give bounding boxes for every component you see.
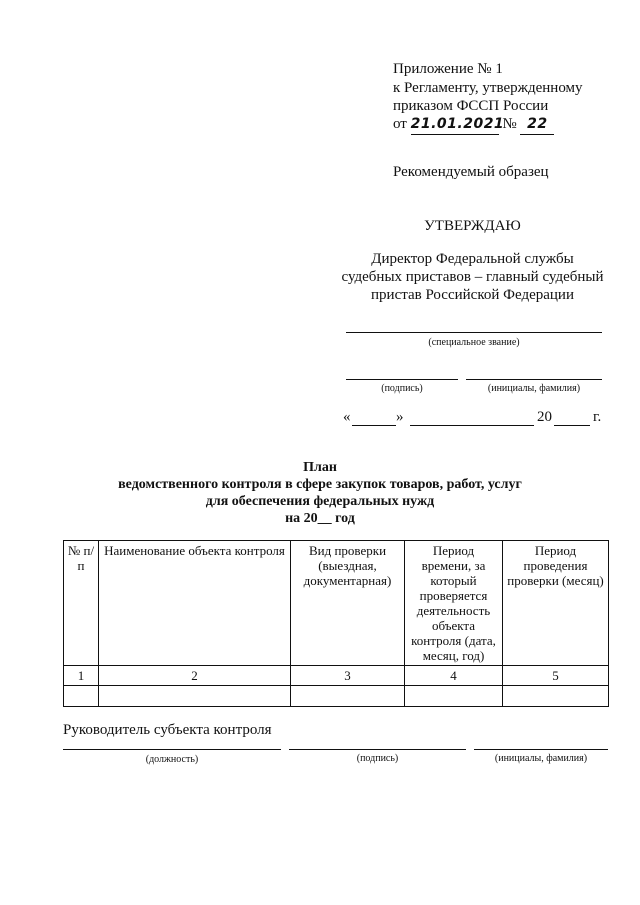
appendix-line-3: приказом ФССП России: [393, 98, 549, 114]
number-prefix: №: [502, 116, 517, 132]
appendix-line-1: Приложение № 1: [393, 61, 503, 77]
approve-title: УТВЕРЖДАЮ: [424, 218, 521, 234]
table-row: [64, 666, 609, 686]
handwritten-date: 21.01.2021: [411, 115, 499, 135]
header-check-period: Период проведения проверки (месяц): [503, 541, 609, 666]
table-cell: [64, 686, 99, 707]
position-caption: (должность): [145, 754, 199, 765]
position-line: [63, 749, 281, 750]
footer-initials-line: [474, 749, 608, 750]
header-number: № п/п: [64, 541, 99, 666]
month-blank: [410, 425, 534, 426]
plan-subtitle-line-2: для обеспечения федеральных нужд: [205, 494, 435, 509]
column-number: 2: [99, 666, 291, 686]
column-number: 1: [64, 666, 99, 686]
column-number: 4: [405, 666, 503, 686]
table-header-row: [64, 541, 609, 666]
signature-caption: (подпись): [381, 383, 423, 394]
header-check-type: Вид проверки (выездная, документарная): [291, 541, 405, 666]
signature-line: [346, 379, 458, 380]
column-number: 5: [503, 666, 609, 686]
initials-caption: (инициалы, фамилия): [487, 383, 581, 394]
footer-title: Руководитель субъекта контроля: [63, 722, 272, 738]
column-number: 3: [291, 666, 405, 686]
appendix-date-line: [393, 115, 554, 135]
rank-signature-line: [346, 332, 602, 333]
year-prefix: 20: [537, 409, 552, 425]
handwritten-number: 22: [520, 115, 554, 135]
recommended-sample: Рекомендуемый образец: [393, 164, 549, 180]
initials-line: [466, 379, 602, 380]
plan-title: План: [303, 460, 337, 475]
footer-signature-caption: (подпись): [356, 753, 399, 764]
year-blank: [554, 425, 590, 426]
date-close-quote: »: [396, 409, 404, 425]
year-suffix: г.: [593, 409, 602, 425]
rank-caption: (специальное звание): [428, 337, 520, 348]
table-cell: [291, 686, 405, 707]
approver-position-line-3: пристав Российской Федерации: [371, 287, 574, 303]
control-plan-table: [63, 540, 609, 707]
approver-position-line-2: судебных приставов – главный судебный: [341, 269, 604, 285]
table-row: [64, 686, 609, 707]
table-cell: [99, 686, 291, 707]
footer-signature-line: [289, 749, 466, 750]
plan-subtitle-line-1: ведомственного контроля в сфере закупок товаров, работ, услуг: [118, 477, 522, 492]
appendix-line-2: к Регламенту, утвержденному: [393, 80, 583, 96]
table-cell: [405, 686, 503, 707]
table-cell: [503, 686, 609, 707]
from-prefix: от: [393, 116, 407, 132]
plan-year: на 20__ год: [285, 511, 355, 526]
approver-position-line-1: Директор Федеральной службы: [371, 251, 574, 267]
header-period-checked: Период времени, за который проверяется деятельность объекта контроля (дата, месяц, год): [405, 541, 503, 666]
footer-initials-caption: (инициалы, фамилия): [494, 753, 588, 764]
header-object-name: Наименование объекта контроля: [99, 541, 291, 666]
date-open-quote: «: [343, 409, 351, 425]
day-blank: [352, 425, 396, 426]
